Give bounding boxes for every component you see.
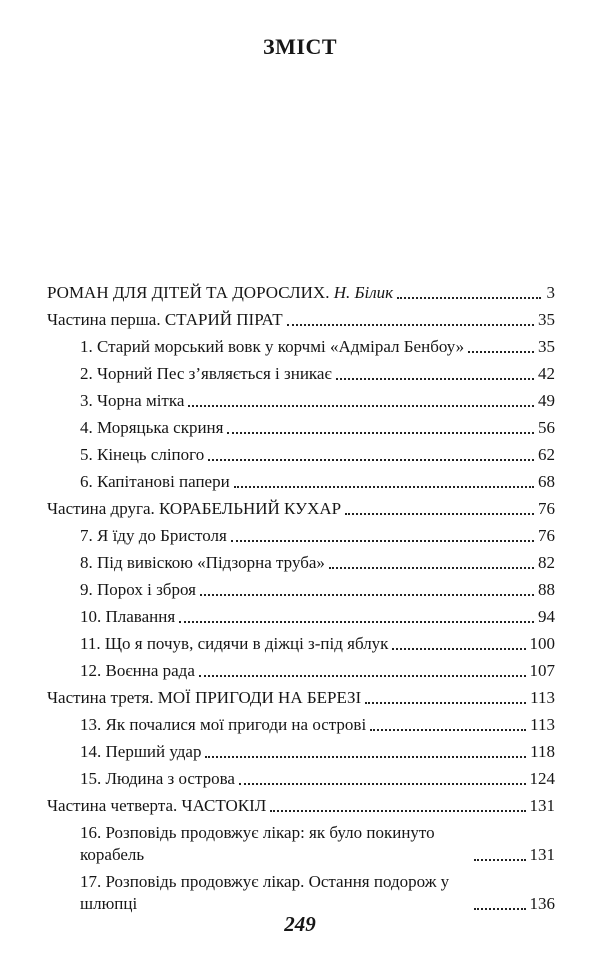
- toc-entry-page: 94: [538, 607, 555, 626]
- dot-leader: [329, 567, 534, 569]
- toc-entry-label: 3. Чорна мітка: [80, 391, 185, 410]
- toc-entry-page: 49: [538, 391, 555, 410]
- toc-chapter-entry: [47, 660, 555, 682]
- dot-leader: [200, 594, 534, 596]
- toc-entry-label: 4. Моряцька скриня: [80, 418, 224, 437]
- toc-chapter-entry: [47, 822, 555, 866]
- dot-leader: [370, 729, 526, 731]
- dot-leader: [188, 405, 534, 407]
- toc-entry-page: 107: [529, 661, 555, 680]
- toc-entry-page: 35: [538, 337, 555, 356]
- toc-chapter-entry: [47, 552, 555, 574]
- dot-leader: [474, 908, 526, 910]
- toc-entry-label: РОМАН ДЛЯ ДІТЕЙ ТА ДОРОСЛИХ. Н. Білик: [47, 283, 394, 302]
- toc-chapter-entry: [47, 871, 555, 915]
- dot-leader: [231, 540, 534, 542]
- toc-entry-label: 2. Чорний Пес з’являється і зникає: [80, 364, 332, 383]
- toc-entry-page: 131: [529, 845, 555, 864]
- toc-chapter-entry: [47, 525, 555, 547]
- toc-entry-page: 35: [538, 310, 555, 329]
- dot-leader: [239, 783, 526, 785]
- toc-chapter-entry: [47, 741, 555, 763]
- dot-leader: [365, 702, 526, 704]
- toc-part-heading: [47, 498, 555, 520]
- toc-chapter-entry: [47, 363, 555, 385]
- dot-leader: [270, 810, 525, 812]
- toc-entry-label: 10. Плавання: [80, 607, 176, 626]
- toc-entry-page: 68: [538, 472, 555, 491]
- dot-leader: [474, 859, 526, 861]
- dot-leader: [208, 459, 534, 461]
- toc-entry-preface: [47, 282, 555, 304]
- toc-entry-label: Частина четверта. ЧАСТОКІЛ: [47, 796, 267, 815]
- toc-entry-page: 118: [530, 742, 555, 761]
- dot-leader: [179, 621, 534, 623]
- toc-entry-page: 76: [538, 499, 555, 518]
- dot-leader: [468, 351, 534, 353]
- dot-leader: [345, 513, 534, 515]
- toc-entry-page: 3: [546, 283, 555, 302]
- toc-entry-page: 56: [538, 418, 555, 437]
- page-title: ЗМІСТ: [263, 34, 337, 59]
- toc-chapter-entry: [47, 417, 555, 439]
- toc-entry-label: 6. Капітанові папери: [80, 472, 230, 491]
- toc-chapter-entry: [47, 714, 555, 736]
- toc-entry-page: 82: [538, 553, 555, 572]
- dot-leader: [205, 756, 526, 758]
- toc-entry-page: 42: [538, 364, 555, 383]
- toc-entry-page: 88: [538, 580, 555, 599]
- toc-entry-label: 14. Перший удар: [80, 742, 202, 761]
- toc-entry-label: 17. Розповідь продовжує лікар. Остання подорож у шлюпці: [80, 872, 450, 913]
- toc-chapter-entry: [47, 633, 555, 655]
- toc-part-heading: [47, 687, 555, 709]
- toc-entry-page: 76: [538, 526, 555, 545]
- toc-entry-page: 113: [530, 715, 555, 734]
- toc-chapter-entry: [47, 390, 555, 412]
- page-number: 249: [284, 912, 316, 936]
- dot-leader: [392, 648, 525, 650]
- toc-chapter-entry: [47, 768, 555, 790]
- toc-chapter-entry: [47, 471, 555, 493]
- toc-entry-page: 131: [529, 796, 555, 815]
- toc-chapter-entry: [47, 336, 555, 358]
- toc-entry-page: 113: [530, 688, 555, 707]
- toc-chapter-entry: [47, 579, 555, 601]
- toc-entry-label: 7. Я їду до Бристоля: [80, 526, 227, 545]
- toc-entry-label: Частина третя. МОЇ ПРИГОДИ НА БЕРЕЗІ: [47, 688, 362, 707]
- dot-leader: [234, 486, 534, 488]
- toc-entry-label: 15. Людина з острова: [80, 769, 235, 788]
- toc-entry-label: 9. Порох і зброя: [80, 580, 196, 599]
- toc-entry-label: 12. Воєнна рада: [80, 661, 195, 680]
- table-of-contents: [47, 282, 555, 920]
- toc-entry-page: 62: [538, 445, 555, 464]
- dot-leader: [199, 675, 526, 677]
- dot-leader: [397, 297, 541, 299]
- toc-part-heading: [47, 309, 555, 331]
- toc-entry-label: 8. Під вивіскою «Підзорна труба»: [80, 553, 325, 572]
- toc-entry-label: 16. Розповідь продовжує лікар: як було покинуто корабель: [80, 823, 435, 864]
- toc-entry-page: 124: [529, 769, 555, 788]
- toc-entry-label: 11. Що я почув, сидячи в діжці з-під яблук: [80, 634, 389, 653]
- toc-entry-label: Частина друга. КОРАБЕЛЬНИЙ КУХАР: [47, 499, 342, 518]
- toc-part-heading: [47, 795, 555, 817]
- toc-entry-author: Н. Білик: [333, 283, 394, 302]
- toc-entry-label: 1. Старий морський вовк у корчмі «Адмірал Бенбоу»: [80, 337, 465, 356]
- toc-entry-label: 13. Як почалися мої пригоди на острові: [80, 715, 367, 734]
- toc-chapter-entry: [47, 606, 555, 628]
- dot-leader: [287, 324, 534, 326]
- toc-entry-page: 136: [529, 894, 555, 913]
- toc-entry-label: 5. Кінець сліпого: [80, 445, 205, 464]
- toc-entry-label: Частина перша. СТАРИЙ ПІРАТ: [47, 310, 283, 329]
- toc-chapter-entry: [47, 444, 555, 466]
- dot-leader: [336, 378, 534, 380]
- dot-leader: [227, 432, 534, 434]
- toc-entry-page: 100: [529, 634, 555, 653]
